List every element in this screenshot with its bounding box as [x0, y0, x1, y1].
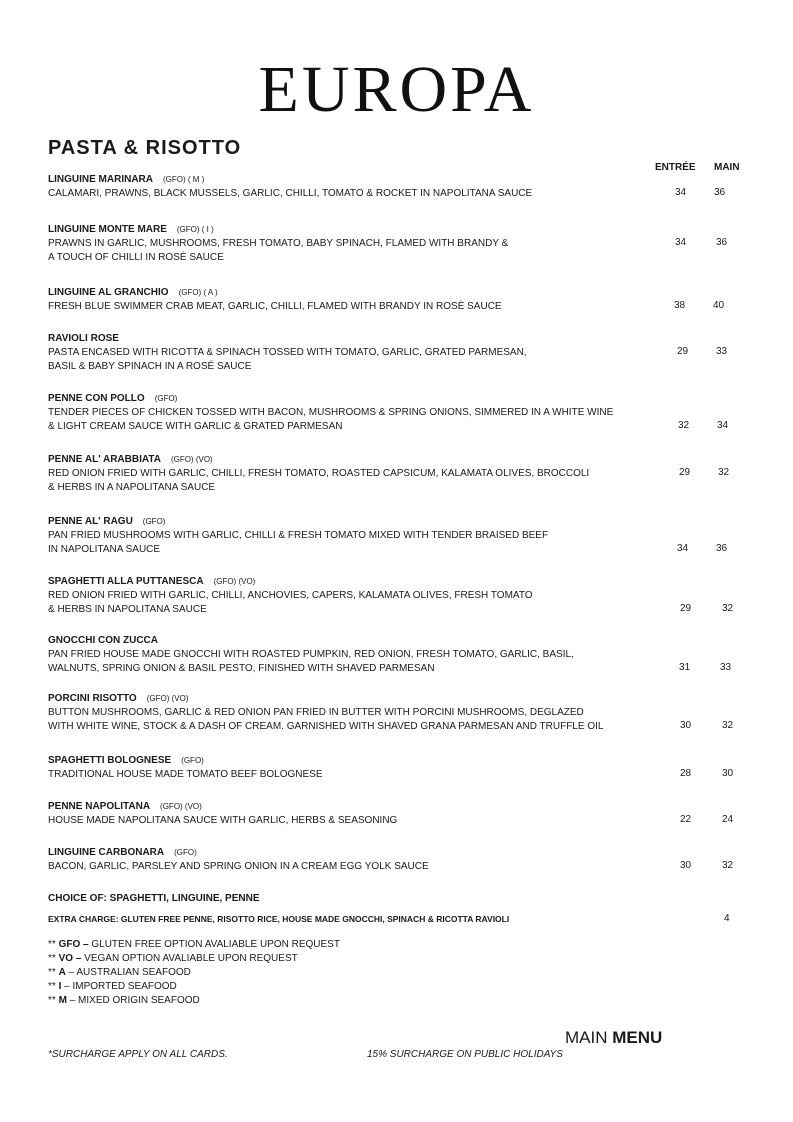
item-name: GNOCCHI CON ZUCCA [48, 635, 158, 646]
menu-item [48, 754, 748, 782]
price-main: 24 [722, 814, 734, 825]
restaurant-logo: EUROPA [258, 53, 535, 126]
price-main: 32 [718, 467, 730, 478]
item-desc: RED ONION FRIED WITH GARLIC, CHILLI, FRESH TOMATO, ROASTED CAPSICUM, KALAMATA OLIVES, BROCCOLI [48, 468, 590, 479]
item-name: PORCINI RISOTTO [48, 693, 137, 704]
item-desc: CALAMARI, PRAWNS, BLACK MUSSELS, GARLIC, CHILLI, TOMATO & ROCKET IN NAPOLITANA SAUCE [48, 188, 533, 199]
item-name: SPAGHETTI BOLOGNESE [48, 755, 172, 766]
legend-dash: – [68, 967, 75, 978]
menu-label [565, 1028, 662, 1048]
item-desc: PAN FRIED MUSHROOMS WITH GARLIC, CHILLI & FRESH TOMATO MIXED WITH TENDER BRAISED BEEF [48, 530, 549, 541]
legend-prefix: ** [48, 995, 56, 1006]
item-desc: & HERBS IN A NAPOLITANA SAUCE [48, 482, 216, 493]
price-main: 30 [722, 768, 734, 779]
item-name: PENNE AL' ARABBIATA [48, 454, 161, 465]
item-name-row [48, 332, 748, 346]
item-desc: WALNUTS, SPRING ONION & BASIL PESTO, FINISHED WITH SHAVED PARMESAN [48, 663, 435, 674]
item-desc: PASTA ENCASED WITH RICOTTA & SPINACH TOSSED WITH TOMATO, GARLIC, GRATED PARMESAN, [48, 347, 527, 358]
item-tags: (GFO) [174, 848, 197, 857]
price-entree: 38 [674, 300, 686, 311]
item-desc: & LIGHT CREAM SAUCE WITH GARLIC & GRATED PARMESAN [48, 421, 343, 432]
legend-item [48, 980, 340, 994]
menu-label-light: MAIN [565, 1028, 608, 1047]
item-name: PENNE NAPOLITANA [48, 801, 151, 812]
price-main: 32 [722, 603, 734, 614]
item-name: PENNE AL' RAGU [48, 516, 133, 527]
item-desc: WITH WHITE WINE, STOCK & A DASH OF CREAM. GARNISHED WITH SHAVED GRANA PARMESAN AND TRUFFLE OIL [48, 721, 604, 732]
item-desc: BUTTON MUSHROOMS, GARLIC & RED ONION PAN FRIED IN BUTTER WITH PORCINI MUSHROOMS, DEGLAZED [48, 707, 584, 718]
legend-dash: – [69, 995, 76, 1006]
legend-code: I [58, 981, 62, 992]
legend-text: VEGAN OPTION AVALIABLE UPON REQUEST [84, 953, 298, 964]
price-main: 33 [716, 346, 728, 357]
item-name: LINGUINE AL GRANCHIO [48, 287, 169, 298]
price-main: 40 [713, 300, 725, 311]
item-desc: A TOUCH OF CHILLI IN ROSÈ SAUCE [48, 252, 224, 263]
item-name-row [48, 453, 748, 467]
item-tags: (GFO) (VO) [160, 802, 202, 811]
item-desc: FRESH BLUE SWIMMER CRAB MEAT, GARLIC, CHILLI, FLAMED WITH BRANDY IN ROSÈ SAUCE [48, 301, 502, 312]
legend-item [48, 938, 340, 952]
item-tags: (GFO) ( A ) [178, 288, 218, 297]
item-name-row [48, 575, 748, 589]
price-entree: 32 [678, 420, 690, 431]
legend-item [48, 966, 340, 980]
price-main: 36 [716, 237, 728, 248]
item-tags: (GFO) (VO) [170, 455, 213, 464]
legend-text: GLUTEN FREE OPTION AVALIABLE UPON REQUEST [91, 939, 340, 950]
legend-code: VO [58, 953, 74, 964]
legend-dash: – [83, 939, 89, 950]
menu-item [48, 846, 748, 874]
extra-charge-price: 4 [724, 913, 730, 924]
extra-charge-note: EXTRA CHARGE: GLUTEN FREE PENNE, RISOTTO RICE, HOUSE MADE GNOCCHI, SPINACH & RICOTTA RAVIOLI [48, 914, 510, 924]
item-desc: PAN FRIED HOUSE MADE GNOCCHI WITH ROASTED PUMPKIN, RED ONION, FRESH TOMATO, GARLIC, BASIL, [48, 649, 574, 660]
price-entree: 34 [675, 237, 687, 248]
legend-prefix: ** [48, 953, 56, 964]
item-name-row [48, 173, 748, 187]
price-entree: 34 [677, 543, 689, 554]
legend-item [48, 952, 340, 966]
item-desc: & HERBS IN NAPOLITANA SAUCE [48, 604, 207, 615]
item-tags: (GFO) (VO) [213, 577, 256, 586]
price-main: 36 [716, 543, 728, 554]
item-tags: (GFO) [181, 756, 204, 765]
price-entree: 28 [680, 768, 692, 779]
price-entree: 29 [679, 467, 691, 478]
item-desc: TRADITIONAL HOUSE MADE TOMATO BEEF BOLOGNESE [48, 769, 323, 780]
menu-item [48, 332, 748, 374]
card-surcharge-note: *SURCHARGE APPLY ON ALL CARDS. [48, 1049, 228, 1060]
item-name-row [48, 223, 748, 237]
price-entree: 30 [680, 860, 692, 871]
item-desc: BASIL & BABY SPINACH IN A ROSÉ SAUCE [48, 361, 252, 372]
menu-item [48, 692, 748, 734]
item-tags: (GFO) ( I ) [176, 225, 214, 234]
menu-item [48, 634, 748, 676]
price-entree: 22 [680, 814, 692, 825]
legend-text: MIXED ORIGIN SEAFOOD [78, 995, 200, 1006]
menu-item [48, 173, 748, 201]
menu-label-bold: MENU [612, 1028, 663, 1047]
menu-item [48, 223, 748, 265]
item-name-row [48, 392, 748, 406]
menu-item [48, 453, 748, 495]
item-name-row [48, 846, 748, 860]
section-title: PASTA & RISOTTO [48, 137, 242, 159]
item-desc: IN NAPOLITANA SAUCE [48, 544, 161, 555]
item-desc: TENDER PIECES OF CHICKEN TOSSED WITH BACON, MUSHROOMS & SPRING ONIONS, SIMMERED IN A WHITE WINE [48, 407, 614, 418]
legend-item [48, 994, 340, 1008]
item-name-row [48, 800, 748, 814]
price-main: 34 [717, 420, 729, 431]
menu-item [48, 515, 748, 557]
legend-text: AUSTRALIAN SEAFOOD [76, 967, 191, 978]
price-main: 36 [714, 187, 726, 198]
pasta-choice-note: CHOICE OF: SPAGHETTI, LINGUINE, PENNE [48, 893, 260, 904]
price-main: 32 [722, 860, 734, 871]
legend-prefix: ** [48, 939, 56, 950]
legend-code: GFO [58, 939, 81, 950]
price-main: 32 [722, 720, 734, 731]
item-name: PENNE CON POLLO [48, 393, 145, 404]
menu-item [48, 392, 748, 434]
price-entree: 34 [675, 187, 687, 198]
column-header-main: MAIN [714, 162, 740, 173]
column-header-entree: ENTRÉE [655, 162, 696, 173]
legend-code: A [58, 967, 66, 978]
item-tags: (GFO) (VO) [146, 694, 189, 703]
menu-item [48, 286, 748, 314]
dietary-legend [48, 938, 340, 1008]
menu-item [48, 800, 748, 828]
item-desc: PRAWNS IN GARLIC, MUSHROOMS, FRESH TOMATO, BABY SPINACH, FLAMED WITH BRANDY & [48, 238, 509, 249]
item-name-row [48, 754, 748, 768]
item-name-row [48, 634, 748, 648]
item-desc: RED ONION FRIED WITH GARLIC, CHILLI, ANCHOVIES, CAPERS, KALAMATA OLIVES, FRESH TOMATO [48, 590, 533, 601]
item-name: LINGUINE MARINARA [48, 174, 153, 185]
item-name: SPAGHETTI ALLA PUTTANESCA [48, 576, 204, 587]
price-entree: 29 [677, 346, 689, 357]
item-name-row [48, 515, 748, 529]
item-name: RAVIOLI ROSE [48, 333, 119, 344]
legend-code: M [58, 995, 67, 1006]
price-main: 33 [720, 662, 732, 673]
price-entree: 31 [679, 662, 691, 673]
item-tags: (GFO) ( M ) [163, 175, 205, 184]
item-name-row [48, 692, 748, 706]
legend-prefix: ** [48, 967, 56, 978]
item-tags: (GFO) [154, 394, 178, 403]
legend-text: IMPORTED SEAFOOD [72, 981, 177, 992]
holiday-surcharge-note: 15% SURCHARGE ON PUBLIC HOLIDAYS [367, 1049, 563, 1060]
item-desc: BACON, GARLIC, PARSLEY AND SPRING ONION IN A CREAM EGG YOLK SAUCE [48, 861, 429, 872]
menu-item [48, 575, 748, 617]
item-desc: HOUSE MADE NAPOLITANA SAUCE WITH GARLIC, HERBS & SEASONING [48, 815, 398, 826]
item-tags: (GFO) [142, 517, 166, 526]
item-name: LINGUINE MONTE MARE [48, 224, 167, 235]
legend-prefix: ** [48, 981, 56, 992]
price-entree: 30 [680, 720, 692, 731]
price-entree: 29 [680, 603, 692, 614]
legend-dash: – [75, 953, 82, 964]
legend-dash: – [64, 981, 70, 992]
item-name: LINGUINE CARBONARA [48, 847, 165, 858]
item-name-row [48, 286, 748, 300]
